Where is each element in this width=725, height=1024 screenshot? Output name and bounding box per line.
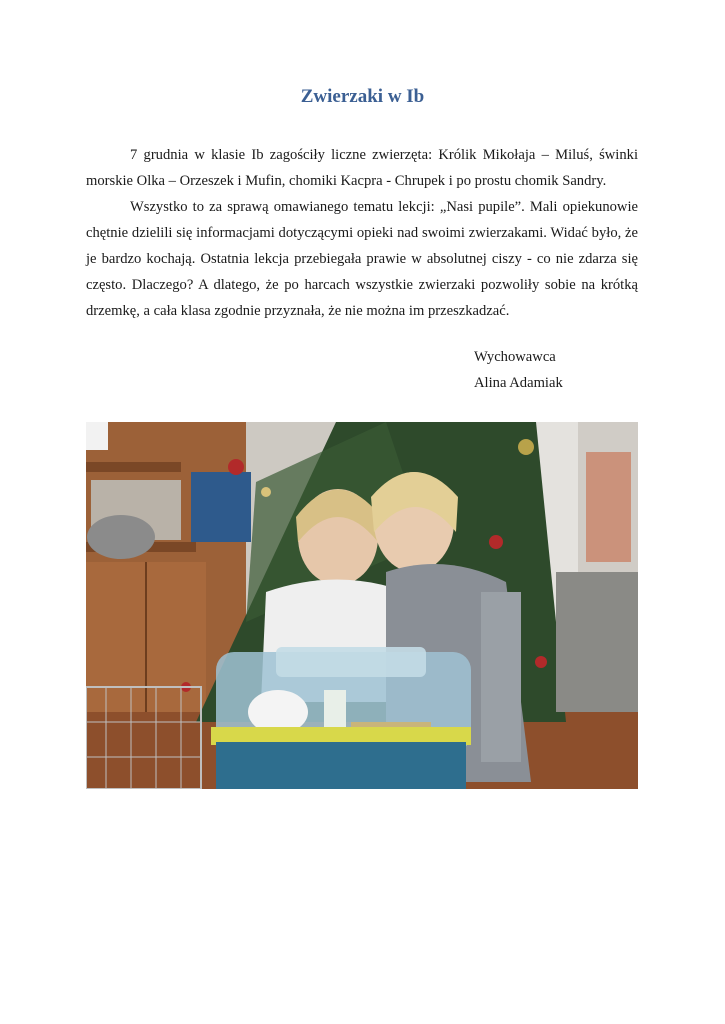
- article-body: [86, 142, 638, 324]
- class-photo: [86, 422, 638, 789]
- signature-role: Wychowawca: [474, 349, 556, 365]
- paragraph: Wszystko to za sprawą omawianego tematu lekcji: „Nasi pupile”. Mali opiekunowie chętnie dzielili się informacjami dotyczącymi opieki nad swoimi zwierzakami. Widać było, że je bardzo kochają. Ostatnia lekcja przebiegała prawie w absolutnej ciszy - co nie zdarza się często. Dlaczego? A dlatego, że po harcach wszystkie zwierzaki pozwoliły sobie na krótką drzemkę, a cała klasa zgodnie przyznała, że nie można im przeszkadzać.: [86, 199, 638, 319]
- document-title: Zwierzaki w Ib: [300, 86, 425, 107]
- paragraph: 7 grudnia w klasie Ib zagościły liczne zwierzęta: Królik Mikołaja – Miluś, świnki morskie Olka – Orzeszek i Mufin, chomiki Kacpra - Chrupek i po prostu chomik Sandry.: [86, 147, 638, 189]
- signature-block: [474, 344, 563, 396]
- signature-name: Alina Adamiak: [474, 375, 563, 391]
- photo-illustration: [86, 422, 638, 789]
